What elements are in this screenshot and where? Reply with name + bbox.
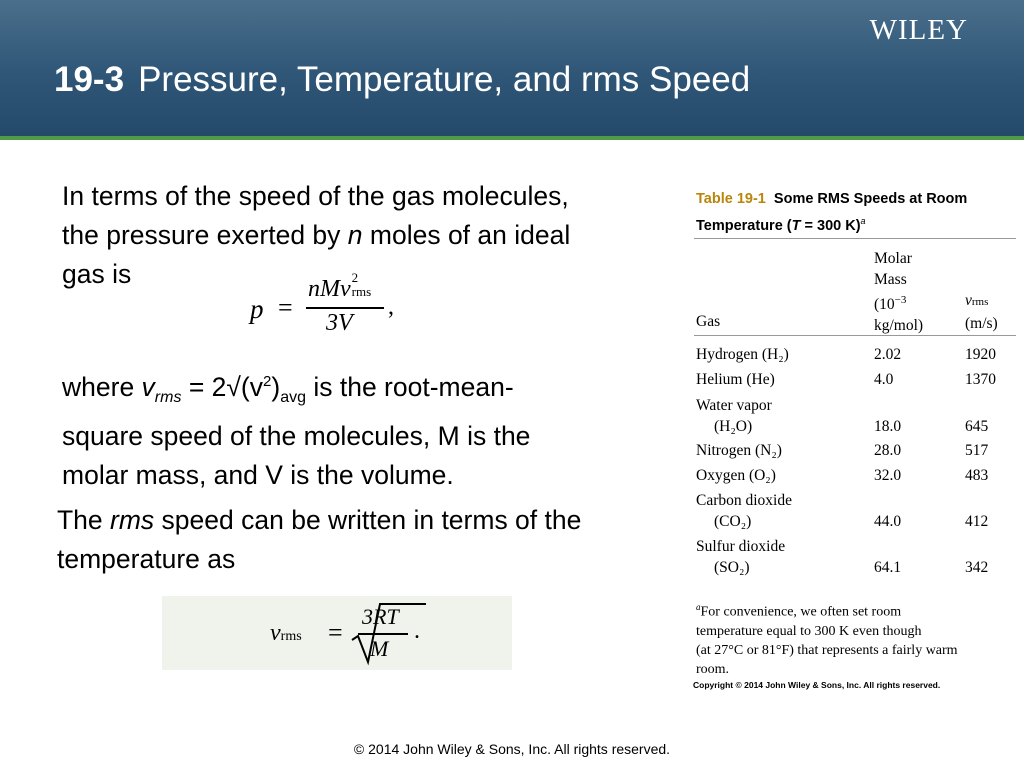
table-title <box>696 188 1016 237</box>
para1-text: the pressure exerted by <box>62 220 348 250</box>
vrms-header-unit: (m/s) <box>965 315 998 332</box>
var-n: n <box>347 220 363 250</box>
eq2-fraction-bar <box>358 633 408 635</box>
table-row <box>696 346 1016 368</box>
sup-2: 2 <box>263 373 272 390</box>
eq1-fraction-bar <box>306 307 384 309</box>
eq2-period: . <box>414 618 420 644</box>
vrms-v: v <box>965 292 972 309</box>
pressure-equation <box>246 270 406 340</box>
row-speed: 1920 <box>965 346 996 363</box>
row-speed: 342 <box>965 559 989 576</box>
vrms-header-symbol <box>965 290 998 313</box>
section-number: 19-3 <box>54 60 125 99</box>
para2-where: where <box>62 372 142 402</box>
paragraph-rms-temperature <box>57 501 581 579</box>
eq1-denominator: 3V <box>326 310 353 336</box>
table-copyright: Copyright © 2014 John Wiley & Sons, Inc. All rights reserved. <box>693 680 941 690</box>
row-mass: 64.1 <box>874 559 902 576</box>
para1-line1: In terms of the speed of the gas molecules, <box>62 181 569 211</box>
row-gas: Oxygen (O₂) <box>696 467 776 484</box>
table-row <box>696 492 1016 514</box>
para3-post: speed can be written in terms of the <box>154 505 582 535</box>
molar-header-l4: kg/mol) <box>874 317 924 335</box>
table-footnote <box>696 598 1016 679</box>
slide-title <box>54 60 750 100</box>
title-text: Pressure, Temperature, and rms Speed <box>138 60 751 99</box>
table-title-pre: Temperature ( <box>696 217 792 234</box>
table-title-note: a <box>860 216 866 226</box>
table-title-line2 <box>696 210 1016 237</box>
table-header-rule <box>694 335 1016 336</box>
table-row <box>696 397 1016 419</box>
molar-header-ten: (10 <box>874 296 895 314</box>
table-row <box>696 538 1016 560</box>
para2-line1 <box>62 362 530 417</box>
footnote-l1 <box>696 598 1016 622</box>
col-header-molar-mass <box>874 248 923 336</box>
eq1-num-text: nMv <box>308 276 351 302</box>
row-gas: Sulfur dioxide <box>696 538 786 555</box>
para3-line1 <box>57 501 581 540</box>
var-v: v <box>141 372 155 402</box>
row-speed: 645 <box>965 418 989 435</box>
eq1-sub: rms <box>351 284 372 299</box>
row-mass: 32.0 <box>874 467 902 484</box>
table-row <box>696 442 1016 464</box>
table-title-T: T <box>791 217 801 234</box>
para2-expr-c: is the root-mean- <box>305 372 514 402</box>
molar-header-l3 <box>874 290 923 315</box>
paragraph-rms-definition <box>62 362 530 495</box>
row-gas: Carbon dioxide <box>696 492 792 509</box>
footnote-mark: a <box>696 602 701 612</box>
table-row <box>696 559 1016 581</box>
wiley-logo: WILEY <box>869 14 968 46</box>
table-row <box>696 371 1016 393</box>
row-gas-formula: (SO₂) <box>714 559 750 576</box>
header-accent-line <box>0 136 1024 140</box>
eq2-sub: rms <box>280 629 302 644</box>
table-row <box>696 418 1016 440</box>
rms-speed-equation <box>162 596 512 670</box>
row-gas: Water vapor <box>696 397 772 414</box>
para2-expr-a: = 2√(v <box>181 372 264 402</box>
eq2-numerator: 3RT <box>362 604 399 629</box>
table-title-post: = 300 K) <box>800 217 861 234</box>
sub-avg: avg <box>280 389 306 406</box>
row-speed: 483 <box>965 467 989 484</box>
table-title-text: Some RMS Speeds at Room <box>773 191 968 207</box>
eq2-equals: = <box>328 618 343 647</box>
para2-line2: square speed of the molecules, M is the <box>62 421 531 451</box>
word-rms: rms <box>110 505 155 535</box>
molar-header-exp: −3 <box>894 294 907 306</box>
row-speed: 1370 <box>965 371 996 388</box>
row-gas: Helium (He) <box>696 371 775 388</box>
footnote-l1-text: For convenience, we often set room <box>700 604 902 620</box>
table-row <box>696 513 1016 535</box>
eq1-sup: 2 <box>351 270 359 285</box>
para1-line3: gas is <box>62 259 132 289</box>
eq2-denominator: M <box>370 636 389 661</box>
row-speed: 412 <box>965 513 989 530</box>
footnote-l3: (at 27°C or 81°F) that represents a fairly warm <box>696 642 958 658</box>
row-gas-formula: (H₂O) <box>714 418 753 435</box>
row-mass: 28.0 <box>874 442 902 459</box>
row-gas: Hydrogen (H₂) <box>696 346 789 363</box>
eq1-comma: , <box>388 294 394 320</box>
molar-header-l2: Mass <box>874 271 907 288</box>
col-header-gas: Gas <box>696 313 721 330</box>
eq2-lhs <box>270 620 302 647</box>
row-speed: 517 <box>965 442 989 459</box>
row-mass: 4.0 <box>874 371 894 388</box>
row-gas: Nitrogen (N₂) <box>696 442 782 459</box>
slide-footer: © 2014 John Wiley & Sons, Inc. All rights reserved. <box>353 741 671 757</box>
para2-line3: molar mass, and V is the volume. <box>62 460 454 490</box>
vrms-sub: rms <box>971 296 989 308</box>
table-title-line1 <box>696 188 1016 210</box>
para2-expr-b: ) <box>271 372 281 402</box>
eq1-lhs: p <box>250 294 264 324</box>
eq1-numerator <box>308 270 377 303</box>
row-mass: 44.0 <box>874 513 902 530</box>
table-top-rule <box>694 238 1016 239</box>
footnote-l2: temperature equal to 300 K even though <box>696 623 922 639</box>
molar-header-l1: Molar <box>874 250 912 267</box>
eq2-v: v <box>270 620 281 646</box>
para3-line2: temperature as <box>57 544 236 574</box>
para1-text-post: moles of an ideal <box>362 220 571 250</box>
para1-line2 <box>62 216 570 255</box>
footnote-l4: room. <box>696 661 730 677</box>
col-header-vrms <box>965 290 998 334</box>
row-gas-formula: (CO₂) <box>714 513 752 530</box>
para3-pre: The <box>57 505 111 535</box>
sub-rms: rms <box>154 389 182 406</box>
row-mass: 18.0 <box>874 418 902 435</box>
table-number: Table 19-1 <box>696 191 766 207</box>
eq1-equals: = <box>278 293 293 322</box>
row-mass: 2.02 <box>874 346 902 363</box>
table-row <box>696 467 1016 489</box>
